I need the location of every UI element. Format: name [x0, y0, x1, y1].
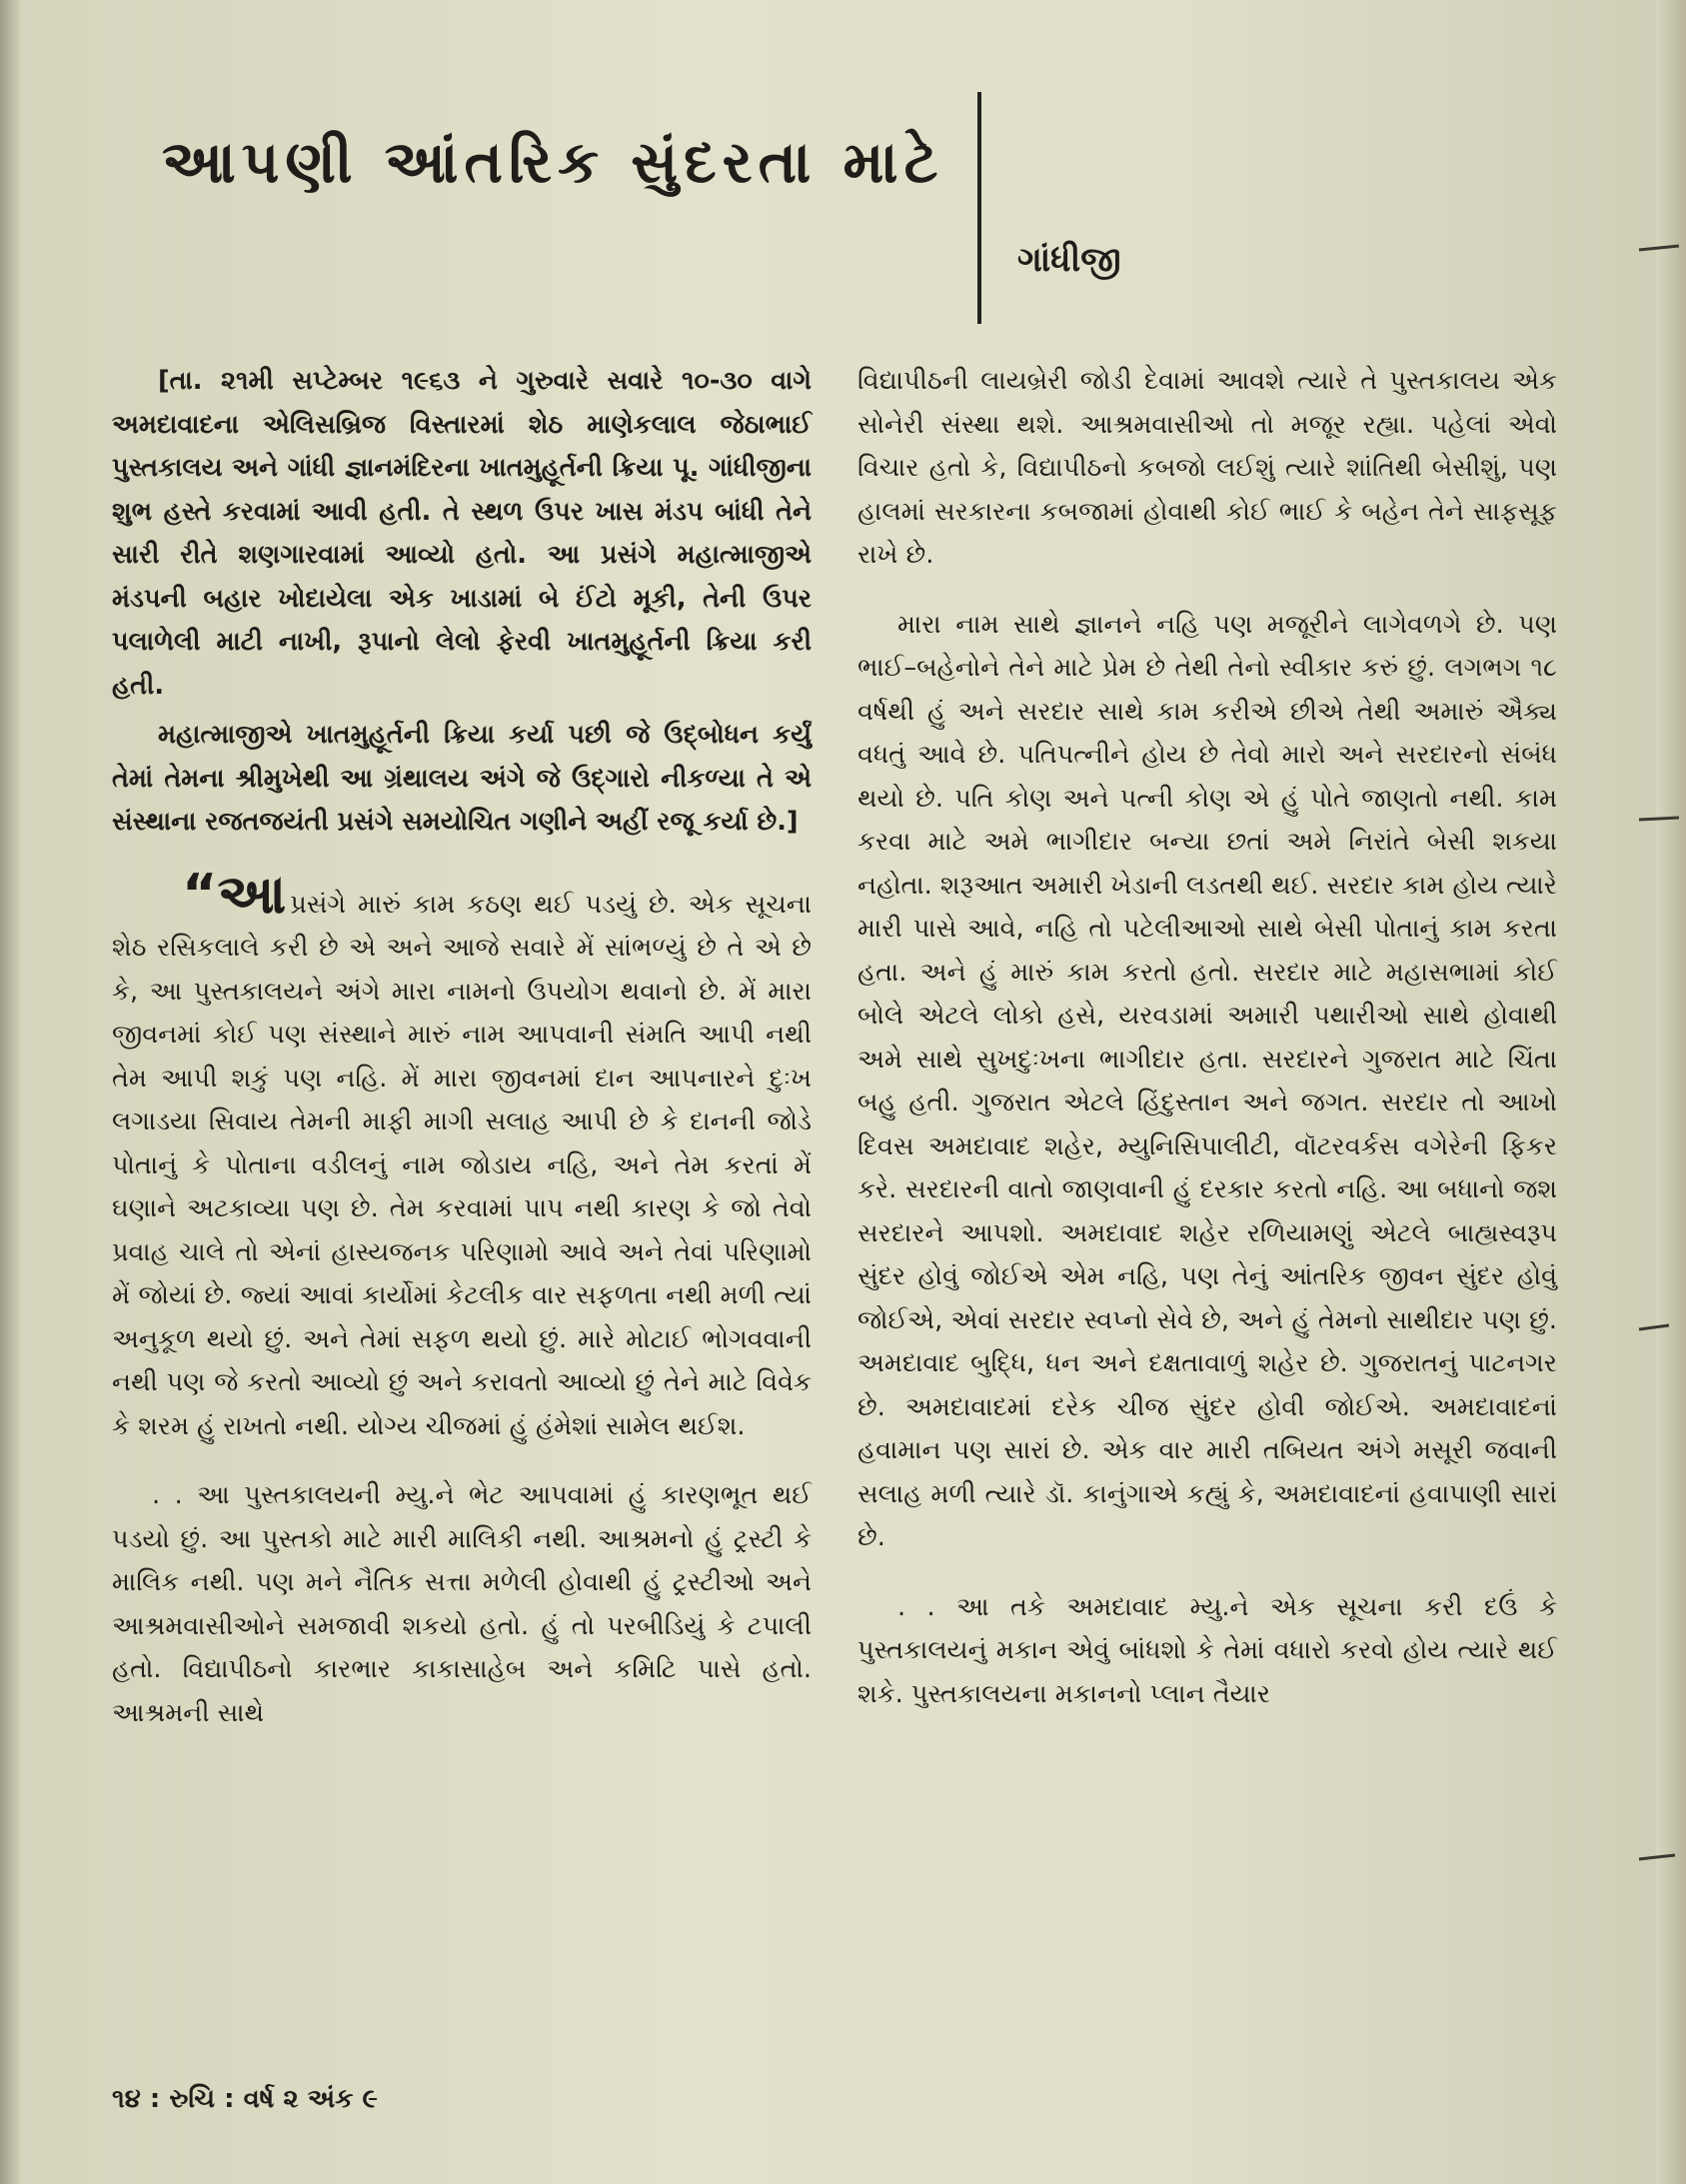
intro-paragraph: મહાત્માજીએ ખાતમુહૂર્તની ક્રિયા કર્યા પછી જે ઉદ્‌બોધન કર્યું તેમાં તેમના શ્રીમુખેથી આ ગ્રંથાલય અંગે જે ઉદ્‌ગારો નીકળ્યા તે એ સંસ્થાના રજતજયંતી પ્રસંગે સમયોચિત ગણીને અહીં રજૂ કર્યા છે.]	[112, 720, 812, 837]
page-folio: ૧૪ : રુચિ : વર્ષ ૨ અંક ૯	[112, 2084, 378, 2114]
title-divider	[977, 92, 981, 324]
body-text: પ્રસંગે મારું કામ કઠણ થઈ પડયું છે. એક સૂચના શેઠ રસિકલાલે કરી છે એ અને આજે સવારે મેં સાંભળ્યું છે તે એ છે કે, આ પુસ્તકાલયને અંગે મારા નામનો ઉપયોગ થવાનો છે. મેં મારા જીવનમાં કોઈ પણ સંસ્થાને મારું નામ આપવાની સંમતિ આપી નથી તેમ આપી શકું પણ નહિ. મેં મારા જીવનમાં દાન આપનારને દુઃખ લગાડયા સિવાય તેમની માફી માગી સલાહ આપી છે કે દાનની જોડે પોતાનું કે પોતાના વડીલનું નામ જોડાય નહિ, અને તેમ કરતાં મેં ઘણાને અટકાવ્યા પણ છે. તેમ કરવામાં પાપ નથી કારણ કે જો તેવો પ્રવાહ ચાલે તો એનાં હાસ્યજનક પરિણામો આવે અને તેવાં પરિણામો મેં જોયાં છે. જ્યાં આવાં કાર્યોમાં કેટલીક વાર સફળતા નથી મળી ત્યાં અનુકૂળ થયો છું. અને તેમાં સફળ થયો છું. મારે મોટાઈ ભોગવવાની નથી પણ જે કરતો આવ્યો છું અને કરાવતો આવ્યો છું તેને માટે વિવેક કે શરમ હું રાખતો નથી. યોગ્ય ચીજમાં હું હંમેશાં સામેલ થઈશ.	[112, 889, 812, 1441]
drop-cap: “આ	[182, 862, 287, 926]
pin-mark	[1639, 1325, 1669, 1329]
left-column	[112, 360, 812, 1735]
pin-mark	[1639, 246, 1679, 250]
body-paragraph	[112, 862, 812, 1449]
article-author: ગાંધીજી	[1017, 240, 1121, 280]
intro-paragraph: [તા. ૨૧મી સપ્ટેમ્બર ૧૯૬૩ ને ગુરુવારે સવારે ૧૦-૩૦ વાગે અમદાવાદના એલિસબ્રિજ વિસ્તારમાં શેઠ માણેકલાલ જેઠાભાઈ પુસ્તકાલય અને ગાંધી જ્ઞાનમંદિરના ખાતમુહૂર્તની ક્રિયા પૂ. ગાંધીજીના શુભ હસ્તે કરવામાં આવી હતી. તે સ્થળ ઉપર ખાસ મંડપ બાંધી તેને સારી રીતે શણગારવામાં આવ્યો હતો. આ પ્રસંગે મહાત્માજીએ મંડપની બહાર ખોદાયેલા એક ખાડામાં બે ઈંટો મૂકી, તેની ઉપર પલાળેલી માટી નાખી, રૂપાનો લેલો ફેરવી ખાતમુહૂર્તની ક્રિયા કરી હતી.	[112, 366, 812, 701]
article-title: આપણી આંતરિક સુંદરતા માટે	[162, 128, 944, 196]
body-paragraph: મારા નામ સાથે જ્ઞાનને નહિ પણ મજૂરીને લાગેવળગે છે. પણ ભાઈ–બહેનોને તેને માટે પ્રેમ છે તેથી તેનો સ્વીકાર કરું છું. લગભગ ૧૮ વર્ષથી હું અને સરદાર સાથે કામ કરીએ છીએ તેથી અમારું ઐક્ય વધતું આવે છે. પતિપત્નીને હોય છે તેવો મારો અને સરદારનો સંબંધ થયો છે. પતિ કોણ અને પત્ની કોણ એ હું પોતે જાણતો નથી. કામ કરવા માટે અમે ભાગીદાર બન્યા છતાં અમે નિરાંતે બેસી શકયા નહોતા. શરૂઆત અમારી ખેડાની લડતથી થઈ. સરદાર કામ હોય ત્યારે મારી પાસે આવે, નહિ તો પટેલીઆઓ સાથે બેસી પોતાનું કામ કરતા હતા. અને હું મારું કામ કરતો હતો. સરદાર માટે મહાસભામાં કોઈ બોલે એટલે લોકો હસે, યરવડામાં અમારી પથારીઓ સાથે હોવાથી અમે સાથે સુખદુઃખના ભાગીદાર હતા. સરદારને ગુજરાત માટે ચિંતા બહુ હતી. ગુજરાત એટલે હિંદુસ્તાન અને જગત. સરદાર તો આખો દિવસ અમદાવાદ શહેર, મ્યુનિસિપાલીટી, વૉટરવર્કસ વગેરેની ફિકર કરે. સરદારની વાતો જાણવાની હું દરકાર કરતો નહિ. આ બધાનો જશ સરદારને આપશો. અમદાવાદ શહેર રળિયામણું એટલે બાહ્યસ્વરૂપ સુંદર હોવું જોઈએ એમ નહિ, પણ તેનું આંતરિક જીવન સુંદર હોવું જોઈએ, એવાં સરદાર સ્વપ્નો સેવે છે, અને હું તેમનો સાથીદાર પણ છું. અમદાવાદ બુદ્ધિ, ધન અને દક્ષતાવાળું શહેર છે. ગુજરાતનું પાટનગર છે. અમદાવાદમાં દરેક ચીજ સુંદર હોવી જોઈએ. અમદાવાદનાં હવામાન પણ સારાં છે. એક વાર મારી તબિયત અંગે મસૂરી જવાની સલાહ મળી ત્યારે ડૉ. કાનુંગાએ કહ્યું કે, અમદાવાદનાં હવાપાણી સારાં છે.	[857, 609, 1557, 1552]
body-paragraph: . . આ પુસ્તકાલયની મ્યુ.ને ભેટ આપવામાં હું કારણભૂત થઈ પડયો છું. આ પુસ્તકો માટે મારી માલિકી નથી. આશ્રમનો હું ટ્રસ્ટી કે માલિક નથી. પણ મને નૈતિક સત્તા મળેલી હોવાથી હું ટ્રસ્ટીઓ અને આશ્રમવાસીઓને સમજાવી શકયો હતો. હું તો પરબીડિયું કે ટપાલી હતો. વિદ્યાપીઠનો કારભાર કાકાસાહેબ અને કમિટિ પાસે હતો. આશ્રમની સાથે	[112, 1480, 812, 1728]
body-paragraph: વિદ્યાપીઠની લાયબ્રેરી જોડી દેવામાં આવશે ત્યારે તે પુસ્તકાલય એક સોનેરી સંસ્થા થશે. આશ્રમવાસીઓ તો મજૂર રહ્યા. પહેલાં એવો વિચાર હતો કે, વિદ્યાપીઠનો કબજો લઈશું ત્યારે શાંતિથી બેસીશું, પણ હાલમાં સરકારના કબજામાં હોવાથી કોઈ ભાઈ કે બહેન તેને સાફસૂફ રાખે છે.	[857, 366, 1557, 570]
body-paragraph: . . આ તકે અમદાવાદ મ્યુ.ને એક સૂચના કરી દઉં કે પુસ્તકાલયનું મકાન એવું બાંધશો કે તેમાં વધારો કરવો હોય ત્યારે થઈ શકે. પુસ્તકાલયના મકાનનો પ્લાન તૈયાર	[857, 1591, 1557, 1709]
pin-mark	[1639, 818, 1679, 820]
right-column	[857, 360, 1557, 1716]
pin-mark	[1639, 1855, 1675, 1859]
